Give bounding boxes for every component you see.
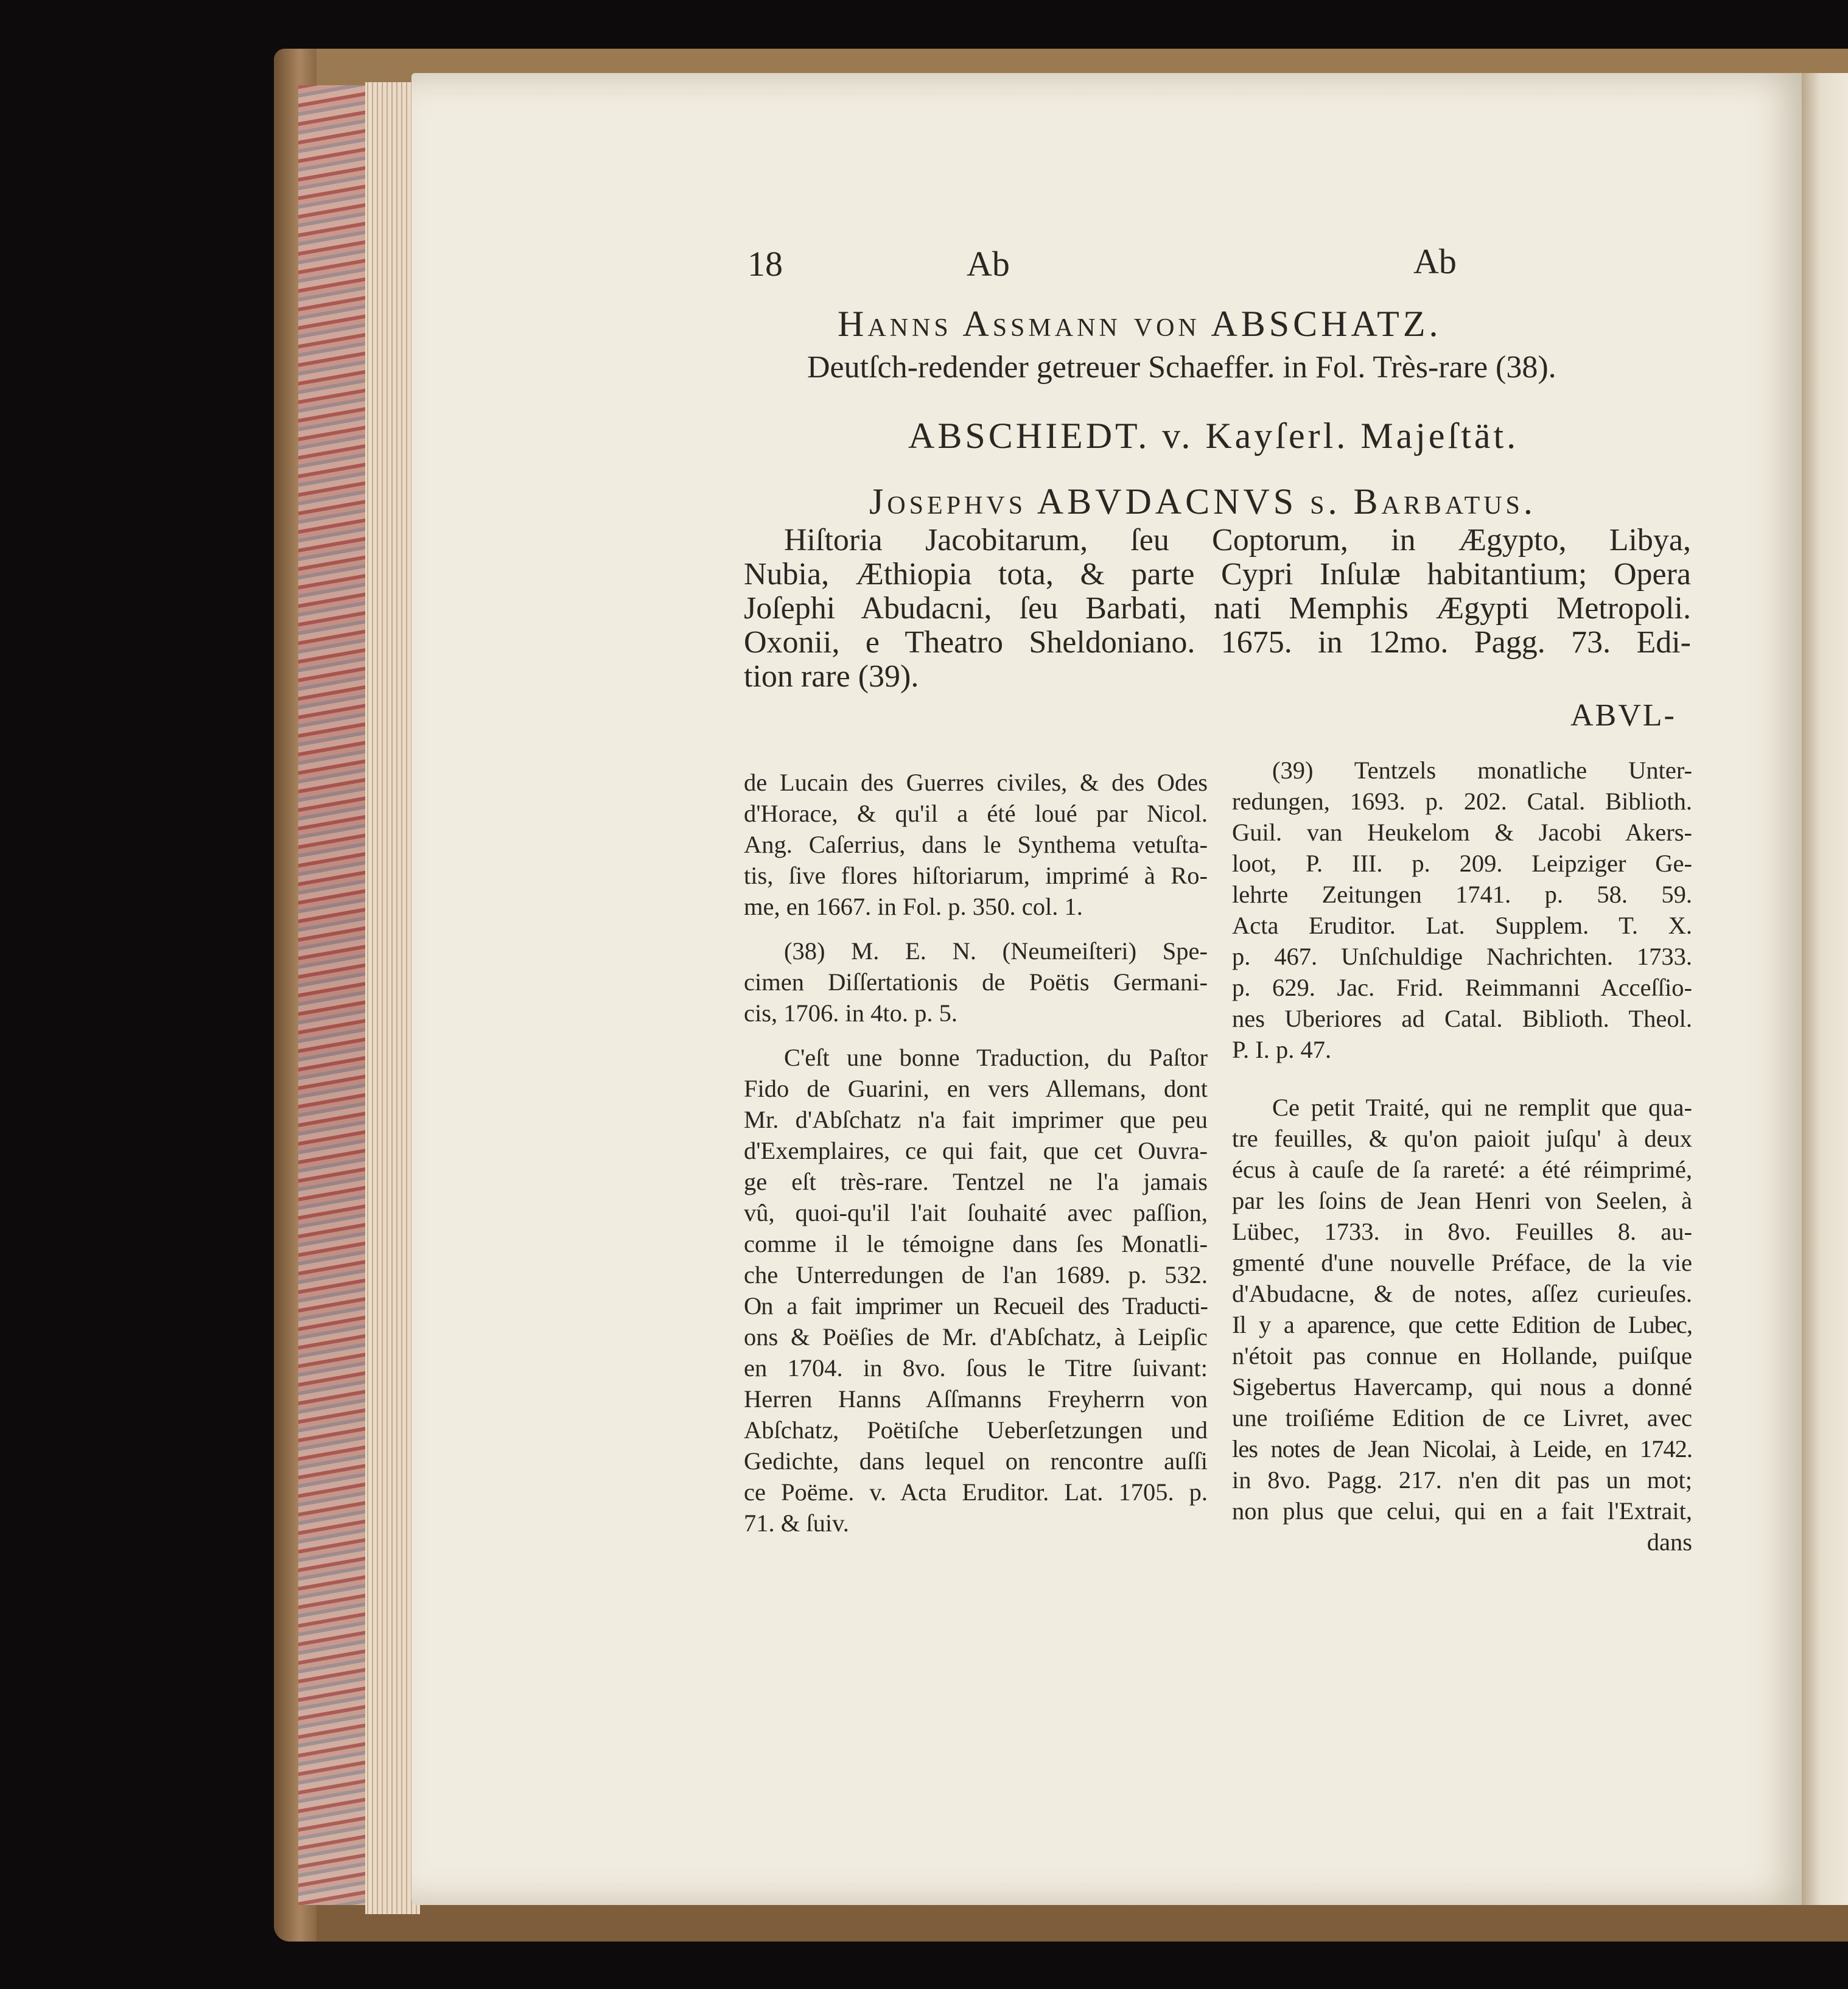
note-line: ge eſt très-rare. Tentzel ne l'a jamais <box>744 1168 1208 1195</box>
note-line: Ang. Caſerrius, dans le Synthema vetuſta- <box>744 831 1208 858</box>
note-line: cimen Diſſertationis de Poëtis Germani- <box>744 968 1208 996</box>
historia-line: Nubia, Æthiopia tota, & parte Cypri Inſulæ habitantium; Opera <box>744 557 1691 592</box>
notes-left-column <box>744 767 1208 1539</box>
running-head-left: Ab <box>967 244 1010 284</box>
note-line: ons & Poëſies de Mr. d'Abſchatz, à Leipſic <box>744 1323 1208 1351</box>
note-line: lehrte Zeitungen 1741. p. 58. 59. <box>1232 881 1692 908</box>
note-line: d'Abudacne, & de notes, aſſez curieuſes. <box>1232 1280 1692 1307</box>
note-line: Il y a aparence, que cette Edition de Lubec, <box>1232 1311 1692 1338</box>
note-line: nes Uberiores ad Catal. Biblioth. Theol. <box>1232 1005 1692 1032</box>
running-head-right: Ab <box>1413 242 1457 281</box>
note-line: par les ſoins de Jean Henri von Seelen, à <box>1232 1187 1692 1214</box>
note-line: 71. & ſuiv. <box>744 1509 849 1537</box>
entry-abudacnus-name: Josephvs ABVDACNVS ſ. Barbatus. <box>869 481 1536 522</box>
note-line: P. I. p. 47. <box>1232 1036 1332 1063</box>
note-line: Guil. van Heukelom & Jacobi Akers- <box>1232 819 1692 846</box>
note-line: Lübec, 1733. in 8vo. Feuilles 8. au- <box>1232 1218 1692 1245</box>
catchword-abvl: ABVL- <box>1570 698 1676 733</box>
note-line: me, en 1667. in Fol. p. 350. col. 1. <box>744 893 1083 920</box>
note-line: Sigebertus Havercamp, qui nous a donné <box>1232 1373 1692 1400</box>
note-line: écus à cauſe de ſa rareté: a été réimprimé, <box>1232 1156 1692 1183</box>
note-line: Herren Hanns Aſſmanns Freyherrn von <box>744 1385 1208 1413</box>
note-line: Abſchatz, Poëtiſche Ueberſetzungen und <box>744 1416 1208 1444</box>
page-gutter <box>1802 73 1848 1905</box>
note-line: loot, P. III. p. 209. Leipziger Ge- <box>1232 850 1692 877</box>
note-line: Ce petit Traité, qui ne remplit que qua- <box>1272 1094 1692 1121</box>
note-line: comme il le témoigne dans ſes Monatli- <box>744 1230 1208 1257</box>
note-line: ce Poëme. v. Acta Eruditor. Lat. 1705. p. <box>744 1478 1208 1506</box>
entry-historia <box>744 523 1691 694</box>
note-line: vû, quoi-qu'il l'ait ſouhaité avec paſſion, <box>744 1199 1208 1226</box>
note-line: (38) M. E. N. (Neumeiſteri) Spe- <box>784 937 1208 965</box>
note-line: n'étoit pas connue en Hollande, puiſque <box>1232 1342 1692 1369</box>
note-line: les notes de Jean Nicolai, à Leide, en 1742. <box>1232 1435 1692 1463</box>
note-line: cis, 1706. in 4to. p. 5. <box>744 999 957 1027</box>
note-line: d'Exemplaires, ce qui fait, que cet Ouvra- <box>744 1137 1208 1164</box>
historia-line: Joſephi Abudacni, ſeu Barbati, nati Memphis Ægypti Metropoli. <box>744 591 1691 626</box>
note-line: gmenté d'une nouvelle Préface, de la vie <box>1232 1249 1692 1276</box>
note-line: Gedichte, dans lequel on rencontre auſſi <box>744 1447 1208 1475</box>
catchword-dans: dans <box>1647 1528 1692 1556</box>
note-line: che Unterredungen de l'an 1689. p. 532. <box>744 1261 1208 1288</box>
note-line: de Lucain des Guerres civiles, & des Odes <box>744 769 1208 796</box>
note-line: en 1704. in 8vo. ſous le Titre ſuivant: <box>744 1354 1208 1382</box>
note-line: tre feuilles, & qu'on paioit juſqu' à deux <box>1232 1125 1692 1152</box>
note-line: in 8vo. Pagg. 217. n'en dit pas un mot; <box>1232 1466 1692 1494</box>
note-line: On a fait imprimer un Recueil des Traducti- <box>744 1292 1208 1320</box>
page-number: 18 <box>747 244 783 284</box>
entry-abschiedt: ABSCHIEDT. v. Kayſerl. Majeſtät. <box>908 416 1519 456</box>
entry-abschatz-title: Deutſch-redender getreuer Schaeffer. in Fol. Très-rare (38). <box>807 350 1556 385</box>
note-line: non plus que celui, qui en a fait l'Extrait, <box>1232 1497 1692 1525</box>
note-line: tis, ſive flores hiſtoriarum, imprimé à Ro- <box>744 862 1208 889</box>
note-line: (39) Tentzels monatliche Unter- <box>1272 757 1692 784</box>
historia-line: Oxonii, e Theatro Sheldoniano. 1675. in 12mo. Pagg. 73. Edi- <box>744 625 1691 660</box>
historia-line: Hiſtoria Jacobitarum, ſeu Coptorum, in Ægypto, Libya, <box>784 523 1691 558</box>
entry-abschatz-name: Hanns Assmann von ABSCHATZ. <box>838 304 1442 344</box>
note-line: d'Horace, & qu'il a été loué par Nicol. <box>744 800 1208 827</box>
note-line: C'eſt une bonne Traduction, du Paſtor <box>784 1044 1208 1071</box>
historia-line: tion rare (39). <box>744 659 919 694</box>
note-line: une troiſiéme Edition de ce Livret, avec <box>1232 1404 1692 1431</box>
note-line: Mr. d'Abſchatz n'a fait imprimer que peu <box>744 1106 1208 1133</box>
note-line: p. 467. Unſchuldige Nachrichten. 1733. <box>1232 943 1692 970</box>
note-line: Acta Eruditor. Lat. Supplem. T. X. <box>1232 912 1692 939</box>
note-line: p. 629. Jac. Frid. Reimmanni Acceſſio- <box>1232 974 1692 1001</box>
note-line: Fido de Guarini, en vers Allemans, dont <box>744 1075 1208 1102</box>
notes-right-column <box>1232 755 1692 1557</box>
note-line: redungen, 1693. p. 202. Catal. Biblioth. <box>1232 788 1692 815</box>
